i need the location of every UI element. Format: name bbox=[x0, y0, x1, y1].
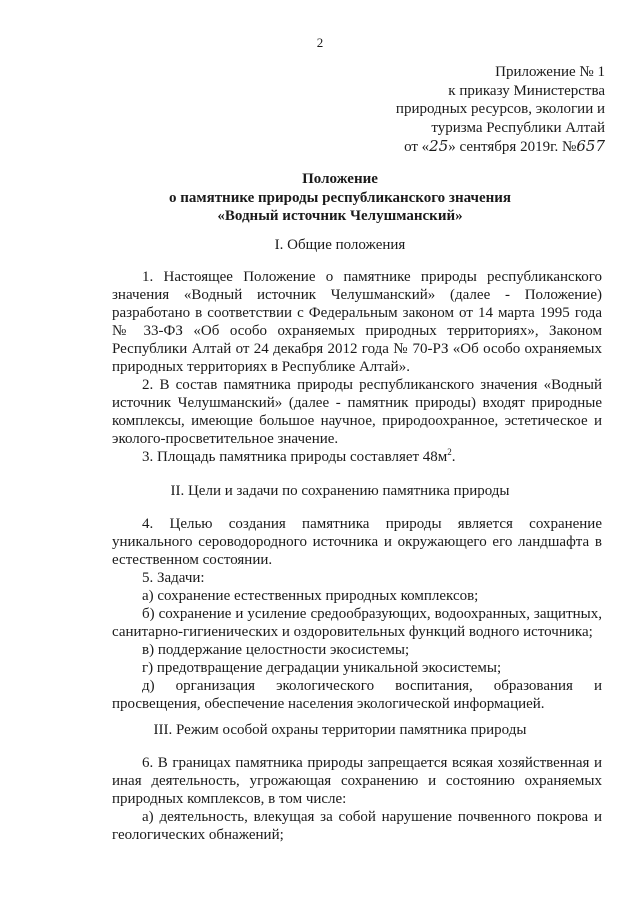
paragraph-3 bbox=[112, 448, 602, 466]
prohibition-a: а) деятельность, влекущая за собой нарушение почвенного покрова и геологических обнажений; bbox=[112, 809, 602, 843]
appendix-date-prefix: от « bbox=[404, 139, 430, 155]
task-b: б) сохранение и усиление средообразующих, водоохранных, защитных, санитарно-гигиенических и оздоровительных функций водного источника; bbox=[112, 606, 602, 640]
paragraph-1: 1. Настоящее Положение о памятнике природы республиканского значения «Водный источник Челушманский» (далее - Положение) разработано в соответствии с Федеральным законом от 14 марта 1995 года № 33-ФЗ «Об особо охраняемых природных территориях», Законом Республики Алтай от 24 декабря 2012 года № 70-РЗ «Об особо охраняемых природных территориях в Республике Алтай». bbox=[112, 269, 602, 375]
paragraph-4: 4. Целью создания памятника природы является сохранение уникального сероводородного источника и окружающего его ландшафта в естественном состоянии. bbox=[112, 516, 602, 568]
appendix-line-3: природных ресурсов, экологии и bbox=[395, 101, 605, 117]
title-line-1: Положение bbox=[302, 171, 378, 187]
section-1-heading: I. Общие положения bbox=[274, 237, 406, 253]
page-number: 2 bbox=[316, 35, 324, 50]
handwritten-order-number: 657 bbox=[576, 137, 605, 155]
paragraph-2: 2. В состав памятника природы республиканского значения «Водный источник Челушманский» (далее - памятник природы) входят природные комплексы, имеющие большое научное, природоохранное, эстетическое и эколого-просветительное значение. bbox=[112, 377, 602, 447]
appendix-block bbox=[380, 63, 605, 157]
title-line-2: о памятнике природы республиканского значения bbox=[168, 189, 512, 206]
appendix-line-5 bbox=[380, 137, 605, 157]
appendix-line-2: к приказу Министерства bbox=[448, 82, 605, 99]
section-2-heading: II. Цели и задачи по сохранению памятника природы bbox=[170, 483, 510, 499]
paragraph-6: 6. В границах памятника природы запрещается всякая хозяйственная и иная деятельность, угрожающая сохранению и состоянию охраняемых природных комплексов, в том числе: bbox=[112, 755, 602, 807]
task-d: д) организация экологического воспитания, образования и просвещения, обеспечение населения экологической информацией. bbox=[112, 678, 602, 712]
section-2-body bbox=[112, 515, 602, 713]
section-3-heading: III. Режим особой охраны территории памятника природы bbox=[153, 722, 527, 738]
appendix-line-1: Приложение № 1 bbox=[495, 64, 605, 80]
appendix-line-4: туризма Республики Алтай bbox=[431, 119, 605, 136]
appendix-date-mid: » сентября 2019г. № bbox=[448, 139, 577, 155]
section-3-body bbox=[112, 754, 602, 844]
section-1-body bbox=[112, 268, 602, 466]
paragraph-5: 5. Задачи: bbox=[142, 570, 205, 586]
title-line-3: «Водный источник Челушманский» bbox=[217, 208, 463, 224]
superscript-2: 2 bbox=[447, 447, 452, 457]
document-title bbox=[60, 170, 620, 226]
task-a: а) сохранение естественных природных комплексов; bbox=[142, 588, 479, 604]
handwritten-day: 25 bbox=[429, 137, 449, 155]
task-g: г) предотвращение деградации уникальной экосистемы; bbox=[142, 660, 502, 676]
task-v: в) поддержание целостности экосистемы; bbox=[142, 642, 410, 658]
paragraph-3-end: . bbox=[451, 449, 456, 465]
paragraph-3-text: 3. Площадь памятника природы составляет 48м bbox=[142, 449, 448, 465]
